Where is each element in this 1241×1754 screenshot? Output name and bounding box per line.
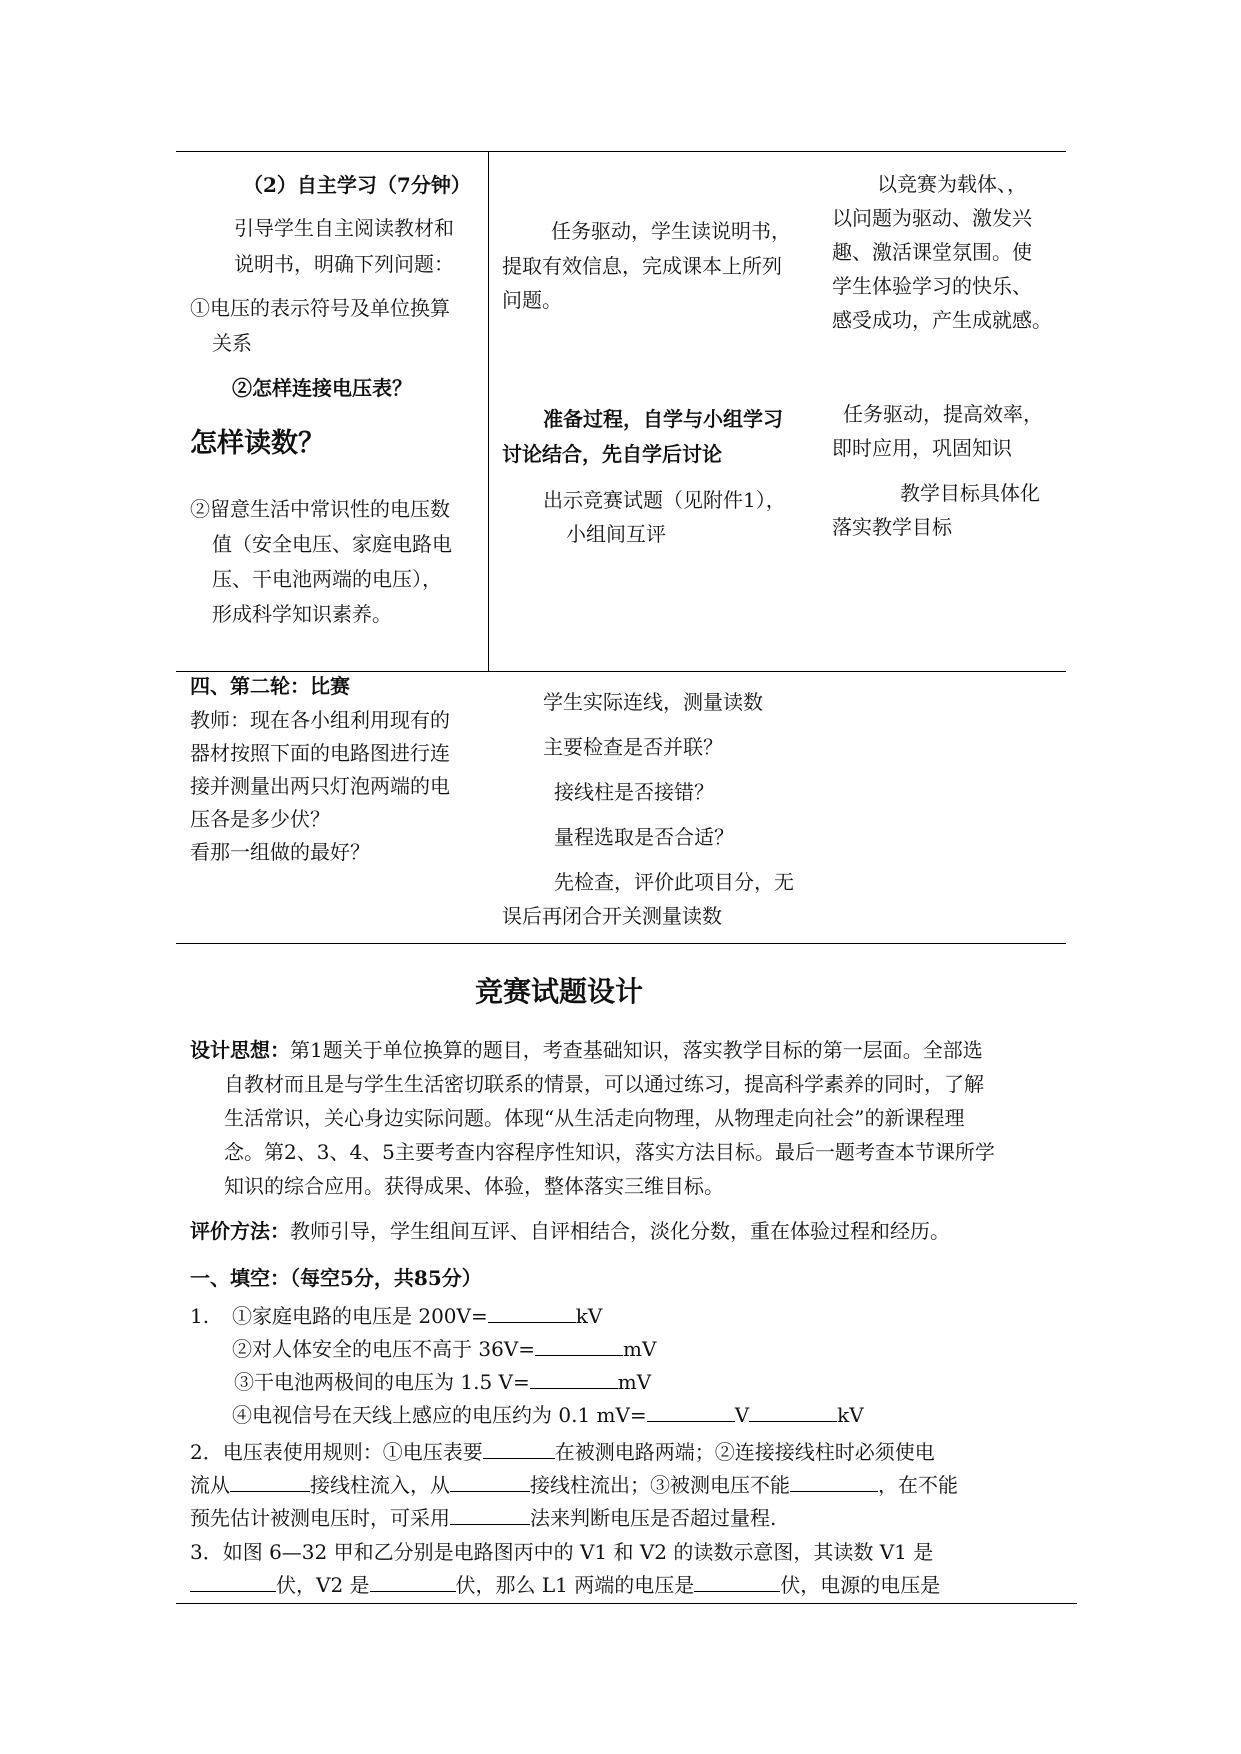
carrier-line: 趣、激活课堂氛围。使 — [832, 240, 1032, 264]
round2-line: 教师：现在各小组利用现有的 — [190, 708, 450, 732]
round2-check-line: 接线柱是否接错？ — [554, 780, 714, 804]
answer-blank[interactable] — [190, 1571, 276, 1592]
answer-blank[interactable] — [535, 1335, 623, 1356]
round2-title: 四、第二轮：比赛 — [190, 674, 350, 698]
answer-blank[interactable] — [790, 1471, 878, 1492]
design-paragraph-line: 念。第2、3、4、5主要考查内容程序性知识，落实方法目标。最后一题考查本节课所学 — [224, 1140, 995, 1164]
efficiency-line: 即时应用，巩固知识 — [832, 436, 1012, 460]
guide-line: 说明书，明确下列问题： — [234, 252, 454, 276]
design-text: 第1题关于单位换算的题目，考查基础知识，落实教学目标的第一层面。全部选 — [290, 1038, 983, 1062]
question-line: 压、干电池两端的电压）， — [212, 567, 442, 591]
question-line: ①电压的表示符号及单位换算 — [190, 296, 450, 320]
carrier-line: 感受成功，产生成就感。 — [832, 308, 1052, 332]
answer-blank[interactable] — [488, 1302, 576, 1323]
answer-blank[interactable] — [647, 1401, 735, 1422]
design-paragraph-line — [190, 1034, 983, 1066]
answer-blank[interactable] — [530, 1368, 618, 1389]
round2-check-line: 先检查，评价此项目分，无 — [554, 870, 794, 894]
answer-blank[interactable] — [450, 1471, 530, 1492]
question-line: ②留意生活中常识性的电压数 — [190, 497, 450, 521]
guide-line: 引导学生自主阅读教材和 — [234, 216, 454, 240]
answer-blank[interactable] — [450, 1504, 530, 1525]
question-number: 1. — [190, 1304, 210, 1328]
carrier-line: 学生体验学习的快乐、 — [832, 274, 1032, 298]
eval-label: 评价方法： — [190, 1219, 290, 1243]
question-3-line: 伏，V2 是 伏，那么 L1 两端的电压是 伏，电源的电压是 — [190, 1569, 940, 1601]
question-line: ②怎样连接电压表？ — [232, 376, 412, 400]
round2-check-line: 误后再闭合开关测量读数 — [502, 904, 722, 928]
show-line: 出示竞赛试题（见附件1）， — [543, 488, 786, 512]
evaluation-line — [190, 1215, 950, 1247]
design-paragraph-line: 自教材而且是与学生生活密切联系的情景，可以通过练习，提高科学素养的同时，了解 — [224, 1072, 984, 1096]
design-paragraph-line: 生活常识，关心身边实际问题。体现“从生活走向物理，从物理走向社会”的新课程理 — [224, 1106, 965, 1130]
task-line: 任务驱动，学生读说明书， — [551, 219, 791, 243]
design-paragraph-line: 知识的综合应用。获得成果、体验，整体落实三维目标。 — [224, 1174, 724, 1198]
page-footer-rule — [176, 1603, 1077, 1604]
answer-blank[interactable] — [230, 1471, 310, 1492]
question-line: 关系 — [212, 331, 252, 355]
question-2-line: 流从 接线柱流入，从 接线柱流出；③被测电压不能 ，在不能 — [190, 1473, 958, 1497]
question-line: 值（安全电压、家庭电路电 — [212, 532, 452, 556]
question-3-line: 3．如图 6—32 甲和乙分别是电路图丙中的 V1 和 V2 的读数示意图，其读数 V1 是 — [190, 1540, 934, 1564]
answer-blank[interactable] — [749, 1401, 837, 1422]
question-1a: ①家庭电路的电压是 200V= kV — [232, 1304, 603, 1328]
question-1c: ③干电池两极间的电压为 1.5 V= mV — [234, 1370, 652, 1394]
question-heading: 怎样读数？ — [190, 428, 325, 459]
table-top-border — [176, 151, 1066, 152]
question-2-line: 2．电压表使用规则：①电压表要 在被测电路两端；②连接接线柱时必须使电 — [190, 1440, 935, 1464]
efficiency-line: 任务驱动，提高效率， — [843, 402, 1043, 426]
goal-line: 教学目标具体化 — [900, 481, 1040, 505]
round2-check-line: 量程选取是否合适？ — [554, 825, 734, 849]
task-line: 提取有效信息，完成课本上所列 — [502, 254, 782, 278]
round2-check-line: 学生实际连线，测量读数 — [543, 690, 763, 714]
show-line: 小组间互评 — [566, 522, 666, 546]
table-column-divider — [488, 151, 489, 671]
table-bottom-border — [176, 943, 1066, 944]
question-2-line: 预先估计被测电压时，可采用 法来判断电压是否超过量程. — [190, 1506, 777, 1530]
design-label: 设计思想： — [190, 1038, 290, 1062]
section-title: 竞赛试题设计 — [475, 975, 644, 1008]
carrier-line: 以问题为驱动、激发兴 — [832, 206, 1032, 230]
prep-line: 讨论结合，先自学后讨论 — [502, 442, 722, 466]
answer-blank[interactable] — [370, 1571, 456, 1592]
round2-line: 器材按照下面的电路图进行连 — [190, 741, 450, 765]
round2-line: 压各是多少伏？ — [190, 807, 330, 831]
answer-blank[interactable] — [694, 1571, 780, 1592]
question-1b: ②对人体安全的电压不高于 36V= mV — [232, 1337, 657, 1361]
answer-blank[interactable] — [483, 1438, 555, 1459]
carrier-line: 以竞赛为载体、， — [877, 172, 1027, 196]
eval-text: 教师引导，学生组间互评、自评相结合，淡化分数，重在体验过程和经历。 — [290, 1219, 950, 1243]
goal-line: 落实教学目标 — [832, 515, 952, 539]
question-line: 形成科学知识素养。 — [212, 602, 392, 626]
task-line: 问题。 — [502, 288, 562, 312]
round2-check-line: 主要检查是否并联？ — [543, 735, 723, 759]
fill-title: 一、填空：（每空5分，共85分） — [190, 1266, 482, 1290]
round2-line: 接并测量出两只灯泡两端的电 — [190, 774, 450, 798]
round2-line: 看那一组做的最好？ — [190, 840, 370, 864]
prep-line: 准备过程，自学与小组学习 — [543, 407, 783, 431]
self-study-title: （2）自主学习（7分钟） — [243, 173, 471, 197]
question-1d: ④电视信号在天线上感应的电压约为 0.1 mV= V kV — [232, 1403, 864, 1427]
